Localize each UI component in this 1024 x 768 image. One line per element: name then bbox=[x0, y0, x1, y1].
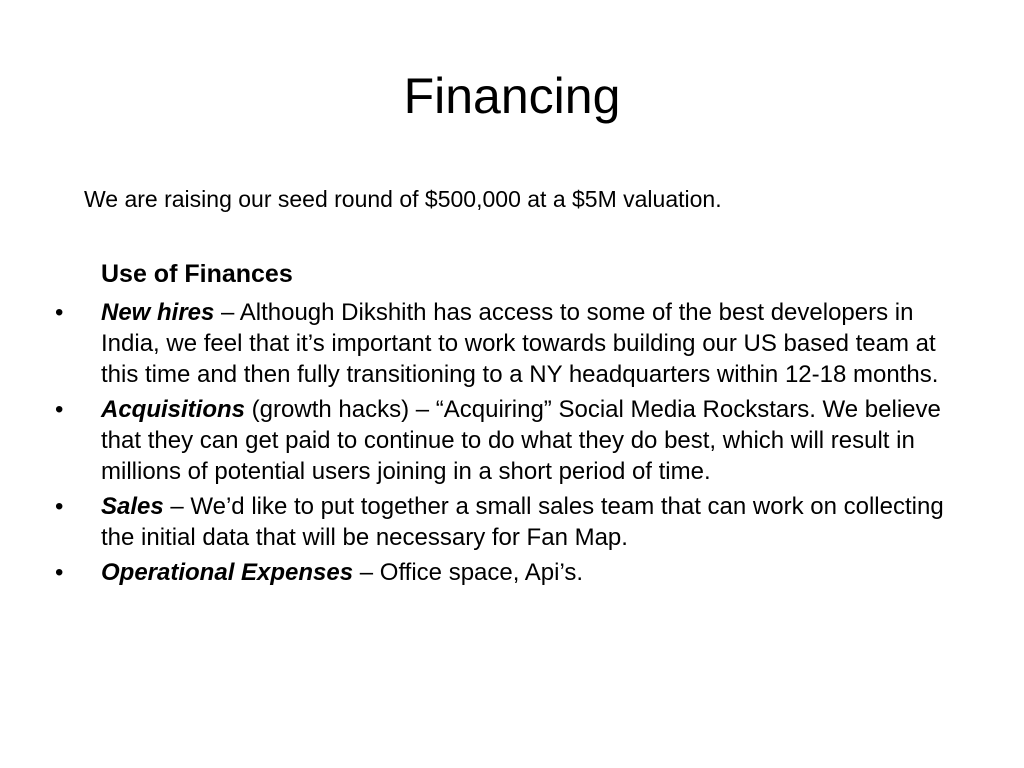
bullet-text: – Office space, Api’s. bbox=[353, 559, 584, 586]
list-item-sales bbox=[0, 491, 1024, 553]
bullet-lead: Sales bbox=[101, 493, 164, 520]
bullet-icon: • bbox=[55, 396, 64, 423]
bullet-text: – Although Dikshith has access to some of the best developers in India, we feel that it’s important to work towards building our US based team at this time and then fully transitioning to a NY headquarters within 12-18 months. bbox=[101, 299, 939, 388]
bullet-text: (growth hacks) – “Acquiring” Social Media Rockstars. We believe that they can get paid to continue to do what they do best, which will result in millions of potential users joining in a short period of time. bbox=[101, 396, 941, 485]
use-of-finances-list bbox=[0, 297, 1024, 592]
section-heading: Use of Finances bbox=[101, 260, 293, 288]
bullet-lead: Operational Expenses bbox=[101, 559, 354, 586]
slide-title: Financing bbox=[403, 68, 621, 124]
funding-summary: We are raising our seed round of $500,000 at a $5M valuation. bbox=[84, 186, 722, 212]
bullet-icon: • bbox=[55, 493, 64, 520]
bullet-lead: New hires bbox=[101, 299, 215, 326]
bullet-icon: • bbox=[55, 559, 64, 586]
bullet-text: – We’d like to put together a small sales team that can work on collecting the initial data that will be necessary for Fan Map. bbox=[101, 493, 944, 551]
list-item-new-hires bbox=[0, 297, 1024, 390]
bullet-icon: • bbox=[55, 299, 64, 326]
bullet-lead: Acquisitions bbox=[101, 396, 246, 423]
list-item-acquisitions bbox=[0, 394, 1024, 487]
list-item-operational-expenses bbox=[0, 557, 1024, 588]
